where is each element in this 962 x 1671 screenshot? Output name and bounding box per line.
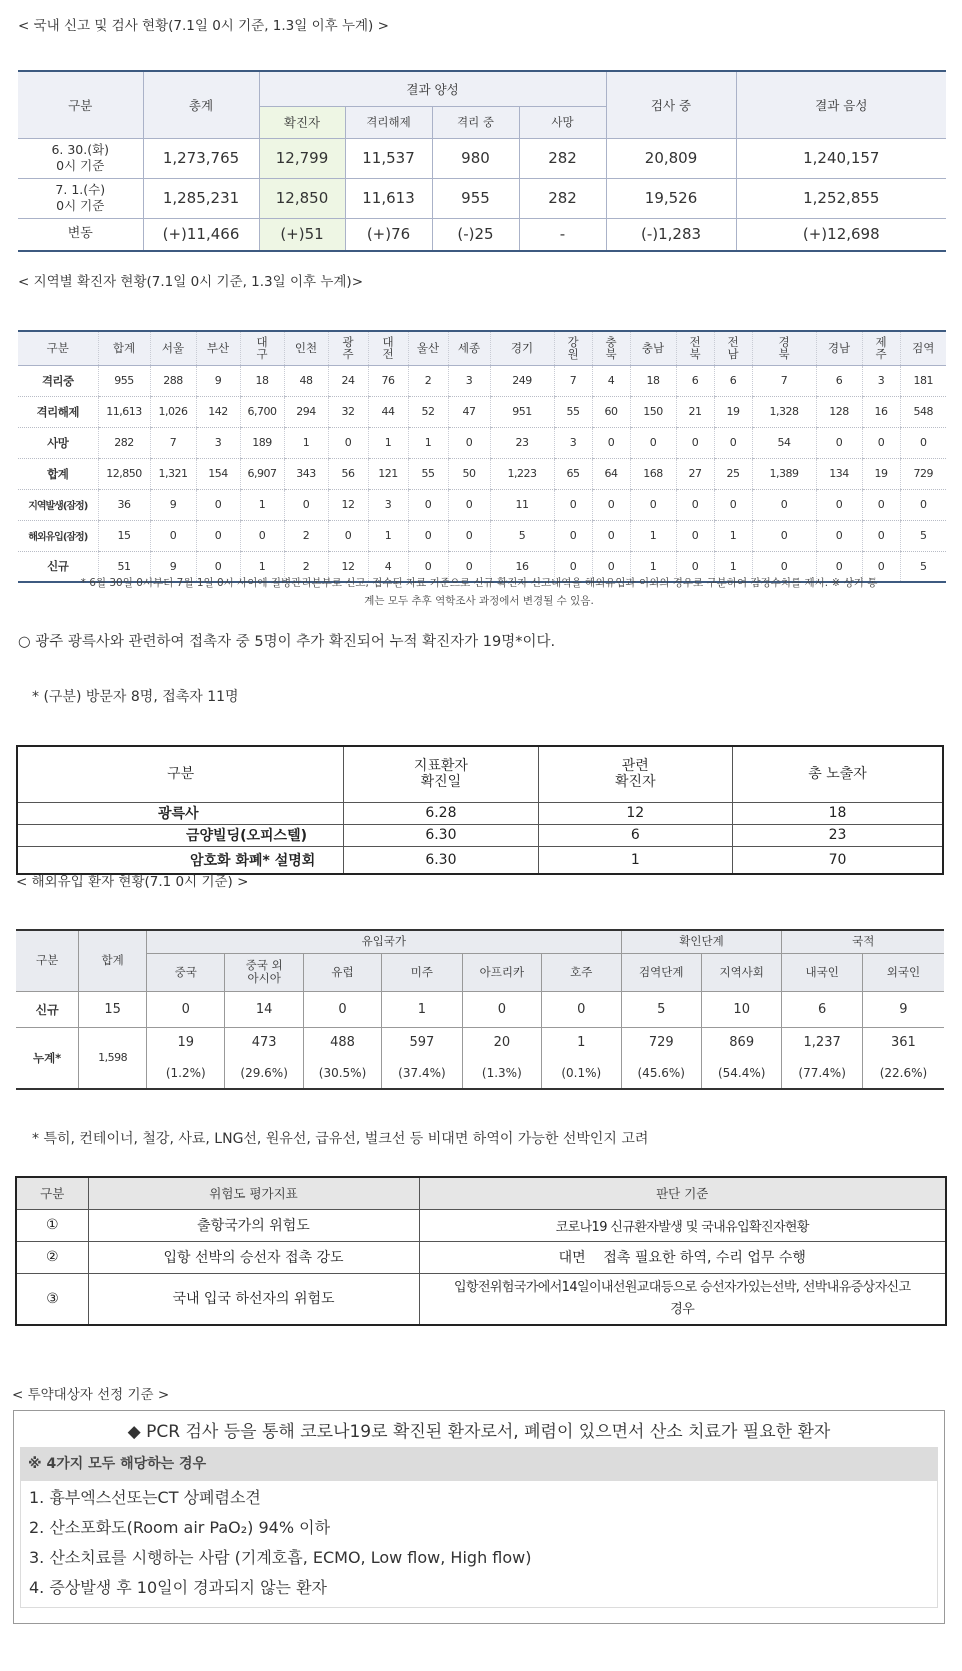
criteria-item: 1. 흉부엑스선또는CT 상폐렴소견 bbox=[29, 1488, 261, 1507]
row-label: 해외유입(잠정) bbox=[18, 520, 98, 551]
row-label: 신규 bbox=[47, 559, 69, 574]
cell: 2 bbox=[284, 551, 328, 582]
cell: 1 bbox=[630, 520, 676, 551]
cell: 19,526 bbox=[606, 178, 736, 218]
table-row bbox=[17, 824, 943, 846]
cell: 473 (29.6%) bbox=[225, 1027, 303, 1089]
cell: 282 bbox=[519, 178, 606, 218]
cell: 150 bbox=[630, 396, 676, 427]
cell: 12,850 bbox=[259, 178, 345, 218]
cell: 5 bbox=[900, 520, 946, 551]
cell: (+)12,698 bbox=[736, 218, 946, 251]
header-asia: 중국 외 아시아 bbox=[225, 953, 303, 991]
row-label: 사망 bbox=[18, 427, 98, 458]
cell: 0 bbox=[196, 520, 240, 551]
criteria-item: 2. 산소포화도(Room air PaO₂) 94% 이하 bbox=[29, 1518, 331, 1537]
cell: 0 bbox=[147, 991, 225, 1027]
cell: 121 bbox=[368, 458, 408, 489]
table-row bbox=[18, 489, 946, 520]
cell: 488 (30.5%) bbox=[303, 1027, 381, 1089]
gwangju-footnote: * (구분) 방문자 8명, 접촉자 11명 bbox=[32, 689, 239, 705]
region-header: 충 북 bbox=[592, 331, 630, 365]
cell: 55 bbox=[554, 396, 592, 427]
cell: 0 bbox=[862, 489, 900, 520]
cell: 0 bbox=[676, 489, 714, 520]
cell: 1 bbox=[408, 427, 448, 458]
cell: 7 bbox=[554, 365, 592, 396]
cell: 36 bbox=[98, 489, 150, 520]
cell: 0 bbox=[630, 427, 676, 458]
cell: 0 bbox=[328, 520, 368, 551]
cell: 11,613 bbox=[98, 396, 150, 427]
header-foreigner: 외국인 bbox=[862, 953, 944, 991]
table-row bbox=[16, 991, 944, 1027]
risk-assessment-table bbox=[15, 1176, 947, 1326]
cell: 입항전위험국가에서14일이내선원교대등으로 승선자가있는선박, 선박내유증상자신고 경우 bbox=[419, 1273, 946, 1325]
cell: 1 bbox=[714, 551, 752, 582]
cell: 1 bbox=[240, 551, 284, 582]
cell: 6.28 bbox=[344, 802, 538, 824]
region-header: 광 주 bbox=[328, 331, 368, 365]
cell: 7 bbox=[150, 427, 196, 458]
cell: 9 bbox=[862, 991, 944, 1027]
header-isolating: 격리 중 bbox=[432, 106, 519, 138]
region-header: 서울 bbox=[150, 331, 196, 365]
cell: 0 bbox=[592, 551, 630, 582]
region-header: 제 주 bbox=[862, 331, 900, 365]
cell: 1 bbox=[368, 520, 408, 551]
region-header: 전 북 bbox=[676, 331, 714, 365]
cell: 6,907 bbox=[240, 458, 284, 489]
cell: 6.30 bbox=[344, 824, 538, 846]
cell: 0 bbox=[448, 489, 490, 520]
cell: 44 bbox=[368, 396, 408, 427]
cell: 2 bbox=[284, 520, 328, 551]
cluster-table bbox=[16, 745, 944, 875]
cell: 1,328 bbox=[752, 396, 816, 427]
cell: 1 (0.1%) bbox=[542, 1027, 621, 1089]
cell: 294 bbox=[284, 396, 328, 427]
cell: 343 bbox=[284, 458, 328, 489]
cell: 1,285,231 bbox=[143, 178, 259, 218]
cell: 0 bbox=[752, 489, 816, 520]
region-header: 인천 bbox=[284, 331, 328, 365]
region-header: 대 구 bbox=[240, 331, 284, 365]
cell: 3 bbox=[554, 427, 592, 458]
criteria-heading: ◆ PCR 검사 등을 통해 코로나19로 확진된 환자로서, 폐렴이 있으면서 산소 치료가 필요한 환자 bbox=[127, 1422, 831, 1442]
region-header: 경남 bbox=[816, 331, 862, 365]
cell: 12,850 bbox=[98, 458, 150, 489]
cell: 19 (1.2%) bbox=[147, 1027, 225, 1089]
criteria-subheading: ※ 4가지 모두 해당하는 경우 bbox=[20, 1447, 938, 1481]
cell: 6 bbox=[782, 991, 862, 1027]
cell: 142 bbox=[196, 396, 240, 427]
domestic-status-table bbox=[18, 70, 946, 252]
cell: 154 bbox=[196, 458, 240, 489]
header-australia: 호주 bbox=[542, 953, 621, 991]
cell: 0 bbox=[303, 991, 381, 1027]
table-row bbox=[17, 802, 943, 824]
cell: 50 bbox=[448, 458, 490, 489]
header-community: 지역사회 bbox=[701, 953, 781, 991]
criteria-item: 4. 증상발생 후 10일이 경과되지 않는 환자 bbox=[29, 1578, 327, 1597]
cell: 1 bbox=[382, 991, 462, 1027]
cell: 52 bbox=[408, 396, 448, 427]
cell: 0 bbox=[408, 489, 448, 520]
header-africa: 아프리카 bbox=[462, 953, 541, 991]
header-released: 격리해제 bbox=[345, 106, 432, 138]
cell: 20 (1.3%) bbox=[462, 1027, 541, 1089]
cell: 980 bbox=[432, 138, 519, 178]
cell: 181 bbox=[900, 365, 946, 396]
cell: 6,700 bbox=[240, 396, 284, 427]
cell: 4 bbox=[592, 365, 630, 396]
region-header: 검역 bbox=[900, 331, 946, 365]
cell: 출항국가의 위험도 bbox=[88, 1209, 419, 1241]
section2-title: < 지역별 확진자 현황(7.1일 0시 기준, 1.3일 이후 누계)> bbox=[18, 274, 364, 290]
header-korean: 내국인 bbox=[782, 953, 862, 991]
cell: 0 bbox=[862, 427, 900, 458]
cell: 0 bbox=[862, 520, 900, 551]
cell: 0 bbox=[150, 520, 196, 551]
cell: 12 bbox=[538, 802, 732, 824]
row-label: 격리해제 bbox=[18, 396, 98, 427]
header-confirm-stage: 확인단계 bbox=[621, 930, 782, 953]
cell: 15 bbox=[79, 991, 147, 1027]
cell: 47 bbox=[448, 396, 490, 427]
cell: 23 bbox=[490, 427, 554, 458]
cell: 0 bbox=[592, 489, 630, 520]
cell: 1 bbox=[284, 427, 328, 458]
row-label: 변동 bbox=[18, 218, 143, 251]
cell: 0 bbox=[676, 551, 714, 582]
cell: 0 bbox=[462, 991, 541, 1027]
table-row bbox=[16, 1241, 946, 1273]
cell: 729 (45.6%) bbox=[621, 1027, 701, 1089]
row-label: 격리중 bbox=[18, 365, 98, 396]
cell: 951 bbox=[490, 396, 554, 427]
regional-table bbox=[18, 330, 946, 583]
cell: 6 bbox=[676, 365, 714, 396]
header-europe: 유럽 bbox=[303, 953, 381, 991]
cell: 6.30 bbox=[344, 846, 538, 874]
cell: 1,240,157 bbox=[736, 138, 946, 178]
cell: 1 bbox=[240, 489, 284, 520]
cell: 1,237 (77.4%) bbox=[782, 1027, 862, 1089]
header-gubun: 구분 bbox=[17, 746, 344, 802]
row-label: 광륵사 bbox=[17, 802, 344, 824]
table-row bbox=[18, 178, 946, 218]
cell: 361 (22.6%) bbox=[862, 1027, 944, 1089]
cell: 입항 선박의 승선자 접촉 강도 bbox=[88, 1241, 419, 1273]
cell: 11 bbox=[490, 489, 554, 520]
cell: (+)11,466 bbox=[143, 218, 259, 251]
cell: 9 bbox=[196, 365, 240, 396]
table-row bbox=[18, 138, 946, 178]
header-total: 총계 bbox=[143, 71, 259, 138]
cell: 70 bbox=[733, 846, 943, 874]
cell: 65 bbox=[554, 458, 592, 489]
vessel-note: * 특히, 컨테이너, 철강, 사료, LNG선, 원유선, 급유선, 벌크선 등 비대면 하역이 가능한 선박인지 고려 bbox=[32, 1131, 649, 1147]
cell: 0 bbox=[630, 489, 676, 520]
cell: 9 bbox=[150, 489, 196, 520]
header-confirmed: 확진자 bbox=[259, 106, 345, 138]
cell: 16 bbox=[862, 396, 900, 427]
cell: 1,389 bbox=[752, 458, 816, 489]
cell: 15 bbox=[98, 520, 150, 551]
row-label: 지역발생(잠정) bbox=[18, 489, 98, 520]
imported-cases-table bbox=[16, 929, 944, 1090]
cell: 6 bbox=[538, 824, 732, 846]
header-americas: 미주 bbox=[382, 953, 462, 991]
cell: 3 bbox=[862, 365, 900, 396]
cell: 51 bbox=[98, 551, 150, 582]
cell: 25 bbox=[714, 458, 752, 489]
cell: 1 bbox=[368, 427, 408, 458]
cell: 0 bbox=[196, 489, 240, 520]
cell: 0 bbox=[554, 551, 592, 582]
region-header: 전 남 bbox=[714, 331, 752, 365]
cell: 7 bbox=[752, 365, 816, 396]
cell: 168 bbox=[630, 458, 676, 489]
region-header: 경기 bbox=[490, 331, 554, 365]
cell: 128 bbox=[816, 396, 862, 427]
cell: - bbox=[519, 218, 606, 251]
cell: 16 bbox=[490, 551, 554, 582]
cell: 282 bbox=[519, 138, 606, 178]
cell: 0 bbox=[862, 551, 900, 582]
cell: 0 bbox=[676, 520, 714, 551]
cell: 12 bbox=[328, 489, 368, 520]
cell: 55 bbox=[408, 458, 448, 489]
header-negative: 결과 음성 bbox=[736, 71, 946, 138]
cell: 코로나19 신규환자발생 및 국내유입확진자현황 bbox=[419, 1209, 946, 1241]
table-row bbox=[18, 520, 946, 551]
header-china: 중국 bbox=[147, 953, 225, 991]
cell: 11,537 bbox=[345, 138, 432, 178]
cell: 0 bbox=[676, 427, 714, 458]
region-header: 합계 bbox=[98, 331, 150, 365]
cell: 955 bbox=[98, 365, 150, 396]
cell: 60 bbox=[592, 396, 630, 427]
row-number: ① bbox=[16, 1209, 88, 1241]
cell: 1,252,855 bbox=[736, 178, 946, 218]
cell: 56 bbox=[328, 458, 368, 489]
cell: 729 bbox=[900, 458, 946, 489]
cell: 288 bbox=[150, 365, 196, 396]
cell: 0 bbox=[448, 551, 490, 582]
cell: 0 bbox=[900, 489, 946, 520]
cell: 20,809 bbox=[606, 138, 736, 178]
region-header: 구분 bbox=[18, 331, 98, 365]
cell: 0 bbox=[714, 427, 752, 458]
cell: 1,026 bbox=[150, 396, 196, 427]
cell: 0 bbox=[554, 489, 592, 520]
header-related: 관련 확진자 bbox=[538, 746, 732, 802]
row-label: 6. 30.(화) 0시 기준 bbox=[18, 138, 143, 178]
cell: 18 bbox=[733, 802, 943, 824]
region-header: 경 북 bbox=[752, 331, 816, 365]
cell: 0 bbox=[592, 427, 630, 458]
header-origin: 유입국가 bbox=[147, 930, 621, 953]
cell: 597 (37.4%) bbox=[382, 1027, 462, 1089]
cell: 11,613 bbox=[345, 178, 432, 218]
header-positive: 결과 양성 bbox=[259, 71, 606, 106]
region-header: 충남 bbox=[630, 331, 676, 365]
cell: 5 bbox=[900, 551, 946, 582]
cell: 3 bbox=[448, 365, 490, 396]
header-criteria: 판단 기준 bbox=[419, 1177, 946, 1209]
cell: 19 bbox=[862, 458, 900, 489]
header-total: 합계 bbox=[79, 930, 147, 991]
header-index-date: 지표환자 확진일 bbox=[344, 746, 538, 802]
cell: 1,223 bbox=[490, 458, 554, 489]
cell: 18 bbox=[240, 365, 284, 396]
cell: 0 bbox=[196, 551, 240, 582]
cell: 282 bbox=[98, 427, 150, 458]
cell: 76 bbox=[368, 365, 408, 396]
cell: 5 bbox=[621, 991, 701, 1027]
cell: 1 bbox=[538, 846, 732, 874]
cell: 0 bbox=[240, 520, 284, 551]
cell: 14 bbox=[225, 991, 303, 1027]
row-label: 누계* bbox=[16, 1027, 79, 1089]
cell: 9 bbox=[150, 551, 196, 582]
cell: 0 bbox=[900, 427, 946, 458]
row-label: 신규 bbox=[16, 991, 79, 1027]
cell: 0 bbox=[816, 489, 862, 520]
cell: 134 bbox=[816, 458, 862, 489]
cell: 32 bbox=[328, 396, 368, 427]
cell: 54 bbox=[752, 427, 816, 458]
table-row bbox=[18, 458, 946, 489]
cell: 0 bbox=[816, 427, 862, 458]
cell: 대면 접촉 필요한 하역, 수리 업무 수행 bbox=[419, 1241, 946, 1273]
cell: 국내 입국 하선자의 위험도 bbox=[88, 1273, 419, 1325]
row-label: 암호화 화폐* 설명회 bbox=[17, 846, 344, 874]
cell: 1,321 bbox=[150, 458, 196, 489]
cell: 0 bbox=[408, 520, 448, 551]
cell: (+)76 bbox=[345, 218, 432, 251]
cell: 23 bbox=[733, 824, 943, 846]
region-header: 울산 bbox=[408, 331, 448, 365]
section4-title: < 해외유입 환자 현황(7.1 0시 기준) > bbox=[16, 874, 249, 890]
cell: 48 bbox=[284, 365, 328, 396]
cell: 1 bbox=[630, 551, 676, 582]
cell: 27 bbox=[676, 458, 714, 489]
header-nationality: 국적 bbox=[782, 930, 944, 953]
cell: 19 bbox=[714, 396, 752, 427]
cell: 12,799 bbox=[259, 138, 345, 178]
cell: 0 bbox=[816, 551, 862, 582]
cell: 2 bbox=[408, 365, 448, 396]
cell: 0 bbox=[542, 991, 621, 1027]
cell: 0 bbox=[554, 520, 592, 551]
region-header: 대 전 bbox=[368, 331, 408, 365]
header-quarantine: 검역단계 bbox=[621, 953, 701, 991]
cell: 0 bbox=[448, 520, 490, 551]
cell: 0 bbox=[328, 427, 368, 458]
cell: 5 bbox=[490, 520, 554, 551]
cell: 4 bbox=[368, 551, 408, 582]
row-label: 금양빌딩(오피스텔) bbox=[17, 824, 344, 846]
cell: 1,273,765 bbox=[143, 138, 259, 178]
cell: 3 bbox=[196, 427, 240, 458]
cell: 21 bbox=[676, 396, 714, 427]
table-row bbox=[18, 427, 946, 458]
header-gubun: 구분 bbox=[16, 930, 79, 991]
cell: 0 bbox=[816, 520, 862, 551]
header-index: 위험도 평가지표 bbox=[88, 1177, 419, 1209]
cell: 0 bbox=[284, 489, 328, 520]
table-row bbox=[18, 365, 946, 396]
cell: 64 bbox=[592, 458, 630, 489]
criteria-item: 3. 산소치료를 시행하는 사람 (기계호흡, ECMO, Low flow, High flow) bbox=[29, 1548, 532, 1567]
header-gubun: 구분 bbox=[18, 71, 143, 138]
row-number: ② bbox=[16, 1241, 88, 1273]
header-exposed: 총 노출자 bbox=[733, 746, 943, 802]
cell: 189 bbox=[240, 427, 284, 458]
table-row bbox=[18, 396, 946, 427]
cell: 1,598 bbox=[79, 1027, 147, 1089]
header-gubun: 구분 bbox=[16, 1177, 88, 1209]
cell: 0 bbox=[714, 489, 752, 520]
cell: 249 bbox=[490, 365, 554, 396]
cell: (-)25 bbox=[432, 218, 519, 251]
region-header: 세종 bbox=[448, 331, 490, 365]
cell: 18 bbox=[630, 365, 676, 396]
cell: 0 bbox=[448, 427, 490, 458]
cell: 955 bbox=[432, 178, 519, 218]
cell: 24 bbox=[328, 365, 368, 396]
row-label: 합계 bbox=[18, 458, 98, 489]
cell: 6 bbox=[714, 365, 752, 396]
cell: 0 bbox=[752, 520, 816, 551]
table-row bbox=[16, 1027, 944, 1089]
cell: 3 bbox=[368, 489, 408, 520]
gwangju-paragraph: ○ 광주 광륵사와 관련하여 접촉자 중 5명이 추가 확진되어 누적 확진자가 19명*이다. bbox=[18, 634, 556, 650]
cell: 0 bbox=[592, 520, 630, 551]
section6-title: < 투약대상자 선정 기준 > bbox=[12, 1387, 170, 1403]
row-number: ③ bbox=[16, 1273, 88, 1325]
cell: 0 bbox=[752, 551, 816, 582]
header-testing: 검사 중 bbox=[606, 71, 736, 138]
treatment-criteria-box bbox=[13, 1410, 945, 1624]
region-header: 부산 bbox=[196, 331, 240, 365]
table-row bbox=[16, 1273, 946, 1325]
regional-note: * 6월 30일 0시부터 7월 1일 0시 사이에 질병관리본부로 신고, 접수된 자료 기준으로 신규 확진자 신고내역을 해외유입과 이외의 경우로 구분하여 잠정수치를 제시. ※ 상기 통 계는 모두 추후 역학조사 과정에서 변경될 수 있음. bbox=[80, 577, 878, 607]
cell: 548 bbox=[900, 396, 946, 427]
cell: 10 bbox=[701, 991, 781, 1027]
table-row bbox=[16, 1209, 946, 1241]
cell: 6 bbox=[816, 365, 862, 396]
cell: (+)51 bbox=[259, 218, 345, 251]
region-header: 강 원 bbox=[554, 331, 592, 365]
header-deaths: 사망 bbox=[519, 106, 606, 138]
cell: (-)1,283 bbox=[606, 218, 736, 251]
cell: 869 (54.4%) bbox=[701, 1027, 781, 1089]
cell: 12 bbox=[328, 551, 368, 582]
cell: 1 bbox=[714, 520, 752, 551]
table-row bbox=[18, 218, 946, 251]
section1-title: < 국내 신고 및 검사 현황(7.1일 0시 기준, 1.3일 이후 누계) > bbox=[18, 18, 389, 34]
row-label: 7. 1.(수) 0시 기준 bbox=[18, 178, 143, 218]
cell: 0 bbox=[408, 551, 448, 582]
